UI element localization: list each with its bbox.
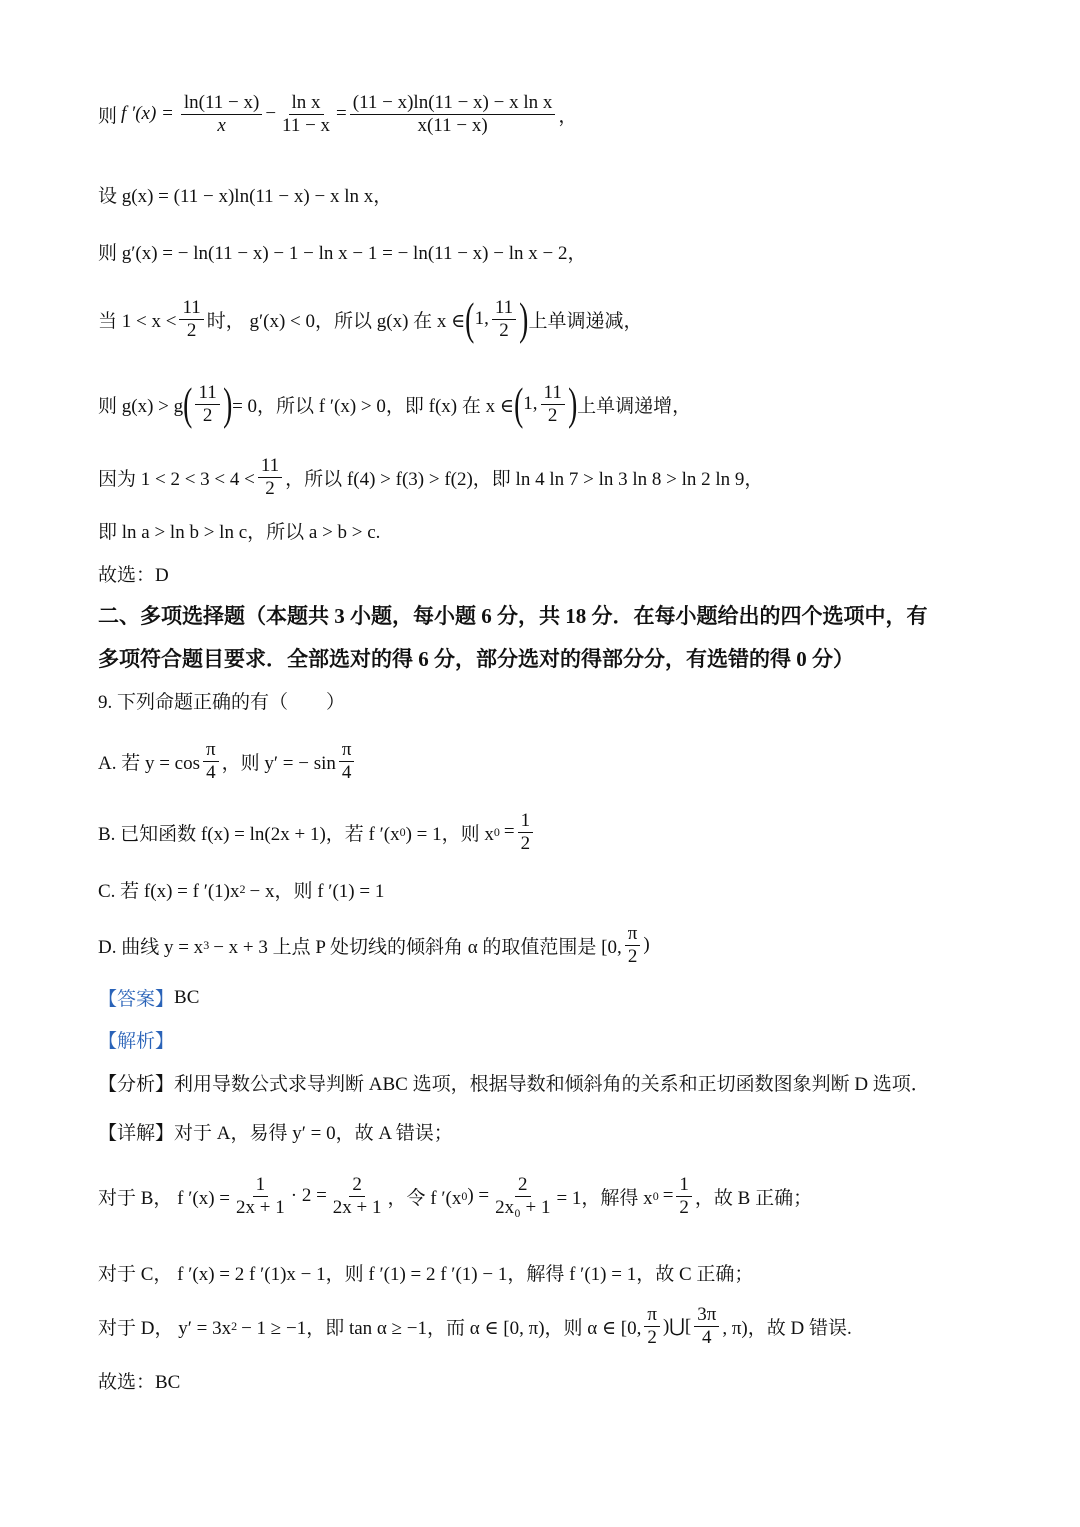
text-segment: =	[336, 103, 347, 125]
section-heading-line2: 多项符合题目要求．全部选对的得 6 分，部分选对的得部分分，有选错的得 0 分）	[98, 647, 854, 671]
numerator: 2	[349, 1174, 365, 1197]
text-segment: 对于 D， y′ = 3x	[98, 1317, 232, 1339]
denominator: 2	[265, 477, 275, 499]
g-derivative-line	[98, 238, 586, 265]
text-segment: 当 1 < x <	[98, 310, 177, 332]
fenxi-line	[98, 1069, 930, 1096]
fraction	[492, 297, 516, 342]
text-segment: = 0，所以 f ′(x) > 0，即 f(x) 在 x ∈	[232, 395, 514, 417]
numerator: π	[203, 739, 219, 762]
numerator: π	[644, 1304, 660, 1327]
text-segment: f ′(x) =	[121, 103, 174, 125]
denominator: 2x + 1	[332, 1196, 382, 1218]
fraction	[233, 1174, 288, 1219]
numerator: ln x	[289, 92, 324, 115]
fraction	[541, 382, 565, 427]
section-heading-cont	[98, 643, 854, 673]
text-segment: −	[265, 103, 277, 125]
text-segment: 则 g′(x) = − ln(11 − x) − 1 − ln x − 1 = − ln(11 − x) − ln x − 2，	[98, 243, 587, 264]
numerator: 11	[541, 382, 565, 405]
text-segment: )⋃[	[662, 1315, 692, 1337]
explain-b-line	[98, 1174, 812, 1219]
denominator: 2	[499, 319, 509, 341]
option-a	[98, 739, 357, 784]
text-segment: , π)，故 D 错误.	[722, 1317, 852, 1339]
numerator: 1	[676, 1174, 692, 1197]
text-segment: ，	[558, 105, 578, 127]
numerator: 11	[195, 382, 219, 405]
fraction	[279, 92, 333, 137]
left-paren: (	[183, 378, 193, 429]
subscript: 0	[652, 1188, 659, 1203]
text-segment: 时， g′(x) < 0，所以 g(x) 在 x ∈	[206, 310, 466, 332]
fraction	[518, 810, 534, 855]
g-decreasing-line	[98, 293, 643, 344]
xiangjie-tag: 【详解】	[98, 1123, 175, 1144]
left-paren: (	[465, 293, 475, 344]
denominator: 11 − x	[282, 114, 331, 136]
fraction	[676, 1174, 692, 1219]
numerator: ln(11 − x)	[181, 92, 262, 115]
conclusion-line	[98, 517, 380, 544]
fraction	[625, 923, 641, 968]
right-paren: )	[567, 378, 578, 429]
question-text: 9. 下列命题正确的有（ ）	[98, 692, 346, 713]
numerator: π	[625, 923, 641, 946]
derivative-formula-line	[98, 92, 577, 137]
subscript: 0	[493, 824, 500, 839]
denominator: 4	[206, 761, 216, 783]
analysis-tag: 【解析】	[98, 1031, 175, 1052]
numerator: 11	[492, 297, 516, 320]
fraction	[694, 1304, 719, 1349]
section-heading-line1: 二、多项选择题（本题共 3 小题，每小题 6 分，共 18 分．在每小题给出的四个选项中，有	[98, 604, 928, 628]
xiangjie-text: 对于 A，易得 y′ = 0，故 A 错误；	[174, 1123, 453, 1144]
denominator: 4	[341, 761, 352, 783]
text-segment: =	[662, 1185, 674, 1207]
fraction	[181, 92, 262, 137]
fenxi-text: 利用导数公式求导判断 ABC 选项，根据导数和倾斜角的关系和正切函数图象判断 D 选项．	[174, 1074, 930, 1095]
numerator: π	[339, 739, 355, 762]
numerator: 1	[253, 1174, 269, 1197]
text-segment: 1,	[474, 308, 489, 329]
denominator: 2	[186, 319, 197, 341]
denominator: 2	[547, 404, 558, 426]
text-segment: 设 g(x) = (11 − x)ln(11 − x) − x ln x，	[98, 186, 393, 207]
answer-value: BC	[174, 986, 200, 1008]
denominator: x	[217, 114, 226, 136]
text-segment: 上单调递减，	[528, 310, 643, 332]
denominator: 2	[647, 1326, 657, 1348]
superscript: 2	[231, 1318, 238, 1333]
text-segment: 上单调递增，	[577, 395, 692, 417]
text-segment: 则 g(x) > g	[98, 395, 184, 417]
section-heading	[98, 600, 928, 630]
define-g-line	[98, 181, 392, 208]
denominator: 2x₀ + 1	[495, 1196, 551, 1218]
answer-tag: 【答案】	[98, 989, 175, 1010]
text-segment: ) = 1，则 x	[405, 823, 494, 845]
fraction	[350, 92, 556, 137]
denominator: x(11 − x)	[417, 114, 488, 136]
text-segment: 1,	[523, 393, 538, 414]
explain-d-line	[98, 1304, 852, 1349]
fraction	[195, 382, 219, 427]
option-c	[98, 876, 384, 903]
right-paren: )	[222, 378, 233, 429]
superscript: 3	[203, 937, 210, 952]
numerator: (11 − x)ln(11 − x) − x ln x	[350, 92, 556, 115]
text-segment: · 2 =	[290, 1185, 327, 1207]
text-segment: 因为 1 < 2 < 3 < 4 <	[98, 468, 255, 490]
text-segment: B. 已知函数 f(x) = ln(2x + 1)，若 f ′(x	[98, 823, 400, 845]
left-paren: (	[514, 378, 524, 429]
text-segment: =	[503, 821, 515, 843]
text-segment: D. 曲线 y = x	[98, 936, 204, 958]
numerator: 1	[518, 810, 534, 833]
text-segment: ) =	[467, 1185, 490, 1207]
subscript: 0	[399, 824, 406, 839]
question-stem	[98, 687, 345, 714]
fraction	[330, 1174, 385, 1219]
denominator: 2	[520, 832, 531, 854]
text-segment: ，则 y′ = − sin	[221, 752, 336, 774]
subscript: 0	[461, 1188, 468, 1203]
text-segment: C. 若 f(x) = f ′(1)x	[98, 881, 240, 902]
explain-c-line	[98, 1259, 753, 1286]
text-segment: 则	[98, 105, 118, 127]
fraction	[179, 297, 203, 342]
option-d	[98, 923, 650, 968]
text-segment: ，故 B 正确；	[694, 1187, 813, 1209]
denominator: 2	[202, 404, 213, 426]
right-paren: )	[519, 293, 529, 344]
text-segment: 即 ln a > ln b > ln c，所以 a > b > c.	[98, 522, 381, 543]
f-increasing-line	[98, 378, 692, 429]
denominator: 4	[702, 1326, 712, 1348]
option-b	[98, 810, 536, 855]
text-segment: 故选：D	[98, 565, 169, 586]
fraction	[203, 739, 219, 784]
fraction	[258, 455, 282, 500]
text-segment: ，令 f ′(x	[387, 1187, 462, 1209]
fraction	[492, 1174, 553, 1219]
text-segment: = 1，解得 x	[556, 1187, 653, 1209]
numerator: 3π	[694, 1304, 719, 1327]
denominator: 2	[679, 1196, 689, 1218]
denominator: 2x + 1	[236, 1196, 285, 1218]
numerator: 11	[258, 455, 282, 478]
numerator: 2	[515, 1174, 531, 1197]
answer-choice-line	[98, 560, 169, 587]
text-segment: − x + 3 上点 P 处切线的倾斜角 α 的取值范围是 [0,	[213, 936, 622, 958]
fraction	[339, 739, 355, 784]
numerator: 11	[179, 297, 203, 320]
xiangjie-line	[98, 1118, 453, 1145]
final-answer: 故选：BC	[98, 1372, 181, 1393]
text-segment: − 1 ≥ −1，即 tan α ≥ −1，而 α ∈ [0, π)，则 α ∈ [0,	[241, 1317, 642, 1339]
text-segment: − x，则 f ′(1) = 1	[249, 881, 385, 902]
superscript: 2	[239, 882, 246, 896]
text-segment: 对于 C， f ′(x) = 2 f ′(1)x − 1，则 f ′(1) = 2 f ′(1) − 1，解得 f ′(1) = 1，故 C 正确；	[98, 1264, 754, 1285]
fraction	[644, 1304, 660, 1349]
answer-line	[98, 984, 199, 1011]
text-segment: ，所以 f(4) > f(3) > f(2)，即 ln 4 ln 7 > ln 3 ln 8 > ln 2 ln 9，	[285, 468, 764, 490]
comparison-line	[98, 455, 763, 500]
text-segment: 对于 B， f ′(x) =	[98, 1187, 231, 1209]
analysis-tag-line	[98, 1026, 174, 1053]
text-segment: )	[643, 934, 650, 956]
fenxi-tag: 【分析】	[98, 1074, 175, 1095]
text-segment: A. 若 y = cos	[98, 752, 201, 774]
denominator: 2	[627, 945, 638, 967]
final-answer-line	[98, 1367, 180, 1394]
